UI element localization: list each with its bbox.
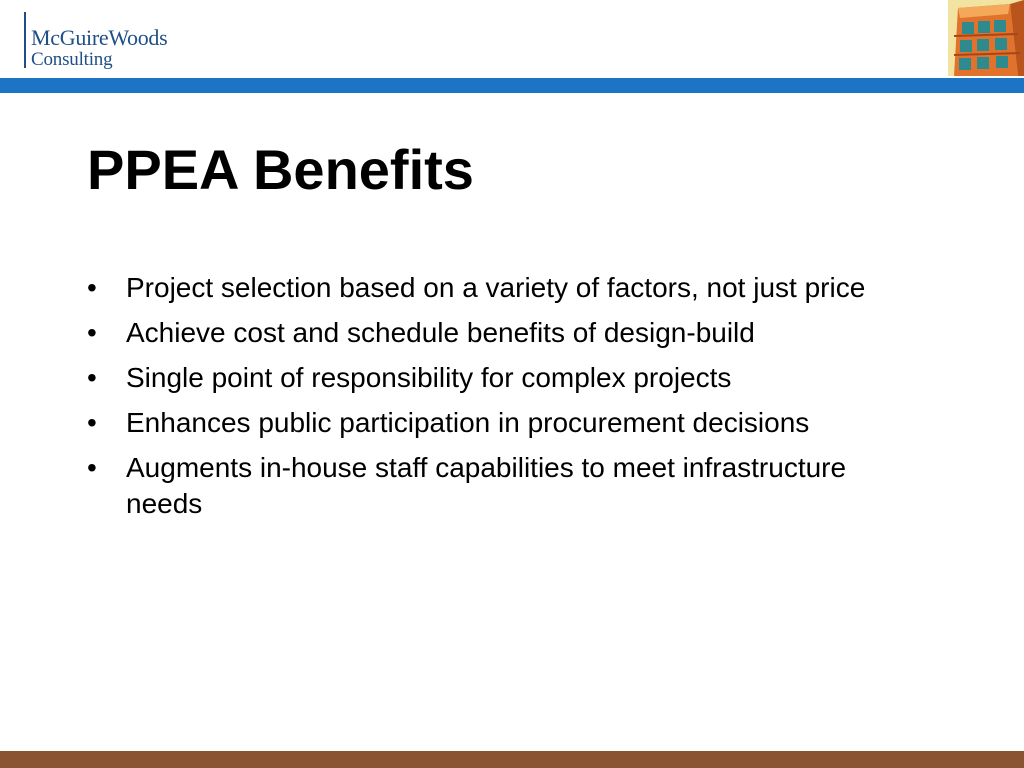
bullet-item (87, 315, 917, 351)
bullet-item (87, 270, 917, 306)
bullet-item (87, 450, 917, 522)
bullet-text: Augments in-house staff capabilities to meet infrastructure needs (126, 452, 847, 519)
slide-title: PPEA Benefits (87, 138, 474, 201)
company-logo (24, 12, 199, 72)
bullet-item (87, 405, 917, 441)
bullet-item (87, 360, 917, 396)
building-illustration-icon (948, 0, 1024, 76)
bullet-mark: • (87, 362, 97, 393)
header-band (0, 78, 1024, 93)
bullet-list (87, 270, 917, 531)
bullet-mark: • (87, 272, 97, 303)
bullet-text: Project selection based on a variety of factors, not just price (126, 272, 866, 303)
bullet-mark: • (87, 317, 97, 348)
bullet-text: Achieve cost and schedule benefits of design-build (126, 317, 755, 348)
bullet-mark: • (87, 407, 97, 438)
logo-line-2: Consulting (31, 49, 113, 70)
logo-line-1: McGuireWoods (31, 25, 168, 50)
bullet-text: Enhances public participation in procurement decisions (126, 407, 810, 438)
footer-band (0, 751, 1024, 768)
bullet-mark: • (87, 452, 97, 483)
logo-rule (24, 12, 26, 68)
bullet-text: Single point of responsibility for complex projects (126, 362, 732, 393)
